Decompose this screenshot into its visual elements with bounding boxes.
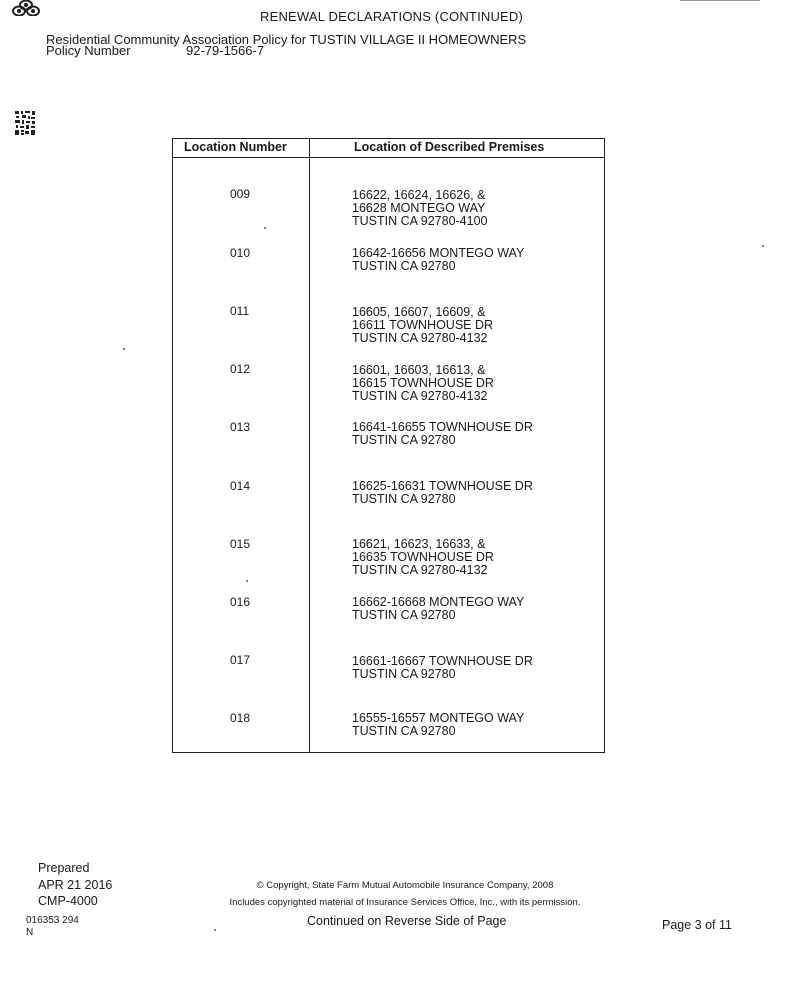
location-address: 16601, 16603, 16613, & 16615 TOWNHOUSE DR TUSTIN CA 92780-4132 <box>352 363 494 403</box>
scan-speck <box>246 580 248 582</box>
location-number: 010 <box>230 246 251 260</box>
location-address: 16642-16656 MONTEGO WAY TUSTIN CA 92780 <box>352 246 525 273</box>
location-address: 16555-16557 MONTEGO WAY TUSTIN CA 92780 <box>352 711 525 738</box>
policy-name: Residential Community Association Policy for TUSTIN VILLAGE II HOMEOWNERS <box>46 32 527 47</box>
scan-speck <box>762 245 764 247</box>
document-code: 016353 294 N <box>26 915 79 938</box>
scan-speck <box>123 348 125 350</box>
location-address: 16662-16668 MONTEGO WAY TUSTIN CA 92780 <box>352 595 525 622</box>
prepared-block <box>38 860 112 910</box>
prepared-date: APR 21 2016 <box>38 877 113 892</box>
location-address: 16641-16655 TOWNHOUSE DR TUSTIN CA 92780 <box>352 420 533 447</box>
location-address: 16605, 16607, 16609, & 16611 TOWNHOUSE DR TUSTIN CA 92780-4132 <box>352 305 494 345</box>
scan-artifact-line <box>680 0 760 1</box>
page-number: Page 3 of 11 <box>662 918 732 932</box>
form-code: CMP-4000 <box>38 894 98 908</box>
column-header-premises: Location of Described Premises <box>354 140 545 154</box>
prepared-label: Prepared <box>38 861 90 875</box>
scan-speck <box>264 227 266 229</box>
barcode-icon <box>14 110 36 136</box>
location-number: 009 <box>230 187 251 201</box>
location-number: 013 <box>230 420 251 434</box>
location-number: 012 <box>230 362 251 376</box>
policy-number: 92-79-1566-7 <box>186 43 265 58</box>
location-number: 018 <box>230 711 251 725</box>
location-address: 16661-16667 TOWNHOUSE DR TUSTIN CA 92780 <box>352 654 533 681</box>
copyright-notice: © Copyright, State Farm Mutual Automobile Insurance Company, 2008 Includes copyrighted material of Insurance Services Office, Inc., with its permission. <box>229 880 581 908</box>
location-number: 014 <box>230 479 251 493</box>
location-number: 017 <box>230 653 251 667</box>
page-title: RENEWAL DECLARATIONS (CONTINUED) <box>260 9 524 24</box>
state-farm-logo-icon <box>6 0 46 16</box>
location-number: 015 <box>230 537 251 551</box>
location-address: 16625-16631 TOWNHOUSE DR TUSTIN CA 92780 <box>352 479 533 506</box>
policy-number-label: Policy Number <box>46 43 131 58</box>
location-number: 011 <box>230 304 250 318</box>
location-number: 016 <box>230 595 251 609</box>
table-header-rule <box>172 157 605 158</box>
continued-note: Continued on Reverse Side of Page <box>307 914 507 928</box>
table-column-divider <box>309 138 310 753</box>
scan-speck <box>214 929 216 931</box>
column-header-location-number: Location Number <box>184 140 287 154</box>
location-address: 16622, 16624, 16626, & 16628 MONTEGO WAY TUSTIN CA 92780-4100 <box>352 188 488 228</box>
location-address: 16621, 16623, 16633, & 16635 TOWNHOUSE DR TUSTIN CA 92780-4132 <box>352 537 494 577</box>
